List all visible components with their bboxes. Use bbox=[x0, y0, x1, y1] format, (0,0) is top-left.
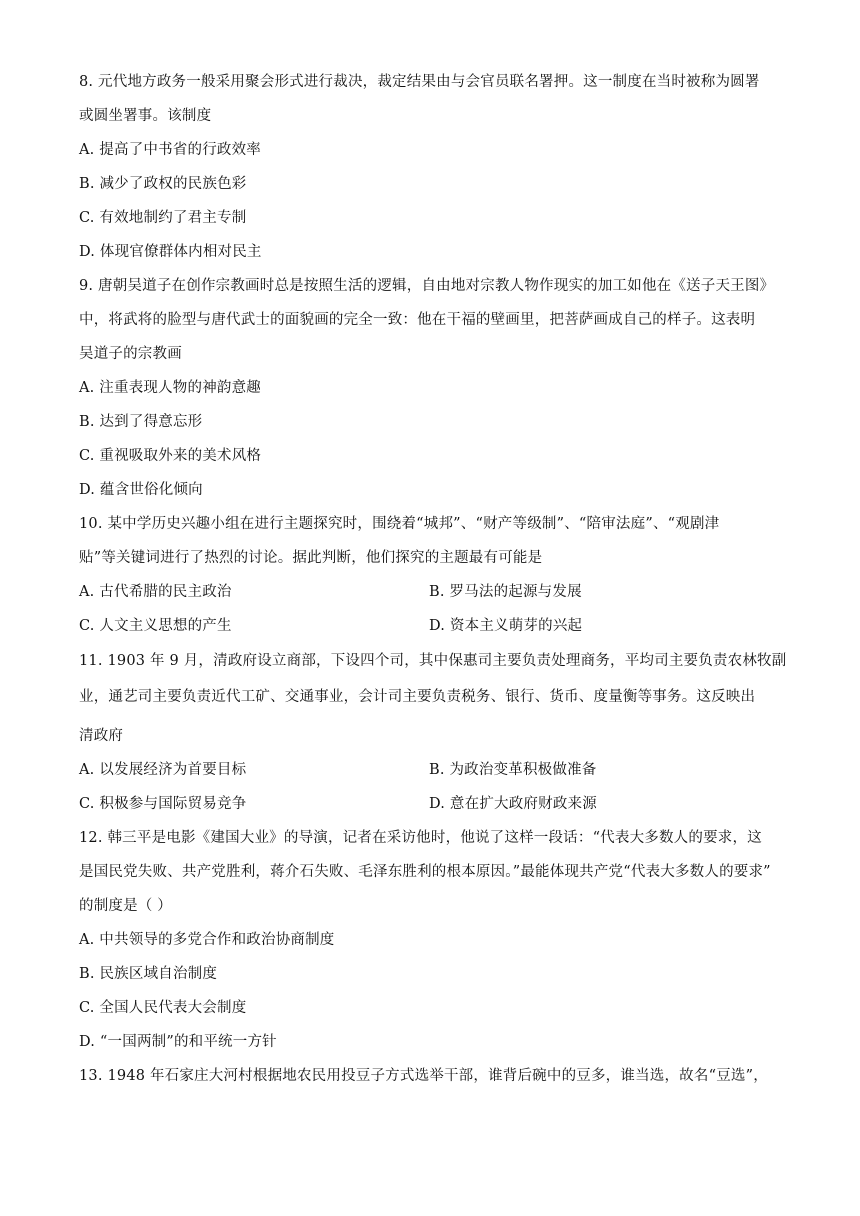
q8-stem-line2: 或圆坐署事。该制度 bbox=[79, 108, 212, 124]
q9-option-a: A. 注重表现人物的神韵意趣 bbox=[79, 380, 261, 396]
q12-stem-line2: 是国民党失败、共产党胜利，蒋介石失败、毛泽东胜利的根本原因。”最能体现共产党“代表大多数人的要求” bbox=[79, 864, 771, 880]
q10-option-c: C. 人文主义思想的产生 bbox=[79, 618, 232, 634]
q11-stem-line3: 清政府 bbox=[79, 728, 124, 744]
q10-option-a: A. 古代希腊的民主政治 bbox=[79, 584, 232, 600]
q9-option-c: C. 重视吸取外来的美术风格 bbox=[79, 448, 262, 464]
q11-option-c: C. 积极参与国际贸易竞争 bbox=[79, 796, 247, 812]
q12-stem-line3: 的制度是（ ） bbox=[79, 898, 173, 914]
q11-option-a: A. 以发展经济为首要目标 bbox=[79, 762, 247, 778]
q10-option-b: B. 罗马法的起源与发展 bbox=[429, 584, 582, 600]
q11-stem-line1: 11. 1903 年 9 月，清政府设立商部，下设四个司，其中保惠司主要负责处理商务，平均司主要负责农林牧副 bbox=[79, 653, 787, 669]
q8-option-c: C. 有效地制约了君主专制 bbox=[79, 210, 247, 226]
q9-option-b: B. 达到了得意忘形 bbox=[79, 414, 203, 430]
q12-option-b: B. 民族区域自治制度 bbox=[79, 966, 218, 982]
q12-stem-line1: 12. 韩三平是电影《建国大业》的导演，记者在采访他时，他说了这样一段话：“代表大多数人的要求，这 bbox=[79, 830, 762, 846]
q9-stem-line2: 中，将武将的脸型与唐代武士的面貌画的完全一致：他在干福的壁画里，把菩萨画成自己的样子。这表明 bbox=[79, 312, 756, 328]
q11-option-b: B. 为政治变革积极做准备 bbox=[429, 762, 597, 778]
q12-option-a: A. 中共领导的多党合作和政治协商制度 bbox=[79, 932, 335, 948]
q10-option-d: D. 资本主义萌芽的兴起 bbox=[429, 618, 583, 634]
q10-stem-line2: 贴”等关键词进行了热烈的讨论。据此判断，他们探究的主题最有可能是 bbox=[79, 550, 543, 566]
q8-stem-line1: 8. 元代地方政务一般采用聚会形式进行裁决，裁定结果由与会官员联名署押。这一制度在当时被称为圆署 bbox=[79, 74, 760, 90]
q12-option-d: D. “一国两制”的和平统一方针 bbox=[79, 1034, 277, 1050]
q12-option-c: C. 全国人民代表大会制度 bbox=[79, 1000, 247, 1016]
q9-stem-line1: 9. 唐朝吴道子在创作宗教画时总是按照生活的逻辑，自由地对宗教人物作现实的加工如他在《送子天王图》 bbox=[79, 278, 775, 294]
q8-option-b: B. 减少了政权的民族色彩 bbox=[79, 176, 247, 192]
q10-stem-line1: 10. 某中学历史兴趣小组在进行主题探究时，围绕着“城邦”、“财产等级制”、“陪审法庭”、“观剧津 bbox=[79, 516, 720, 532]
q13-stem-line1: 13. 1948 年石家庄大河村根据地农民用投豆子方式选举干部，谁背后碗中的豆多，谁当选，故名“豆选”， bbox=[79, 1068, 768, 1084]
q9-stem-line3: 吴道子的宗教画 bbox=[79, 346, 182, 362]
q8-option-d: D. 体现官僚群体内相对民主 bbox=[79, 244, 262, 260]
q9-option-d: D. 蕴含世俗化倾向 bbox=[79, 482, 203, 498]
q11-option-d: D. 意在扩大政府财政来源 bbox=[429, 796, 597, 812]
q11-stem-line2: 业，通艺司主要负责近代工矿、交通事业，会计司主要负责税务、银行、货币、度量衡等事务。这反映出 bbox=[79, 689, 756, 705]
q8-option-a: A. 提高了中书省的行政效率 bbox=[79, 142, 261, 158]
